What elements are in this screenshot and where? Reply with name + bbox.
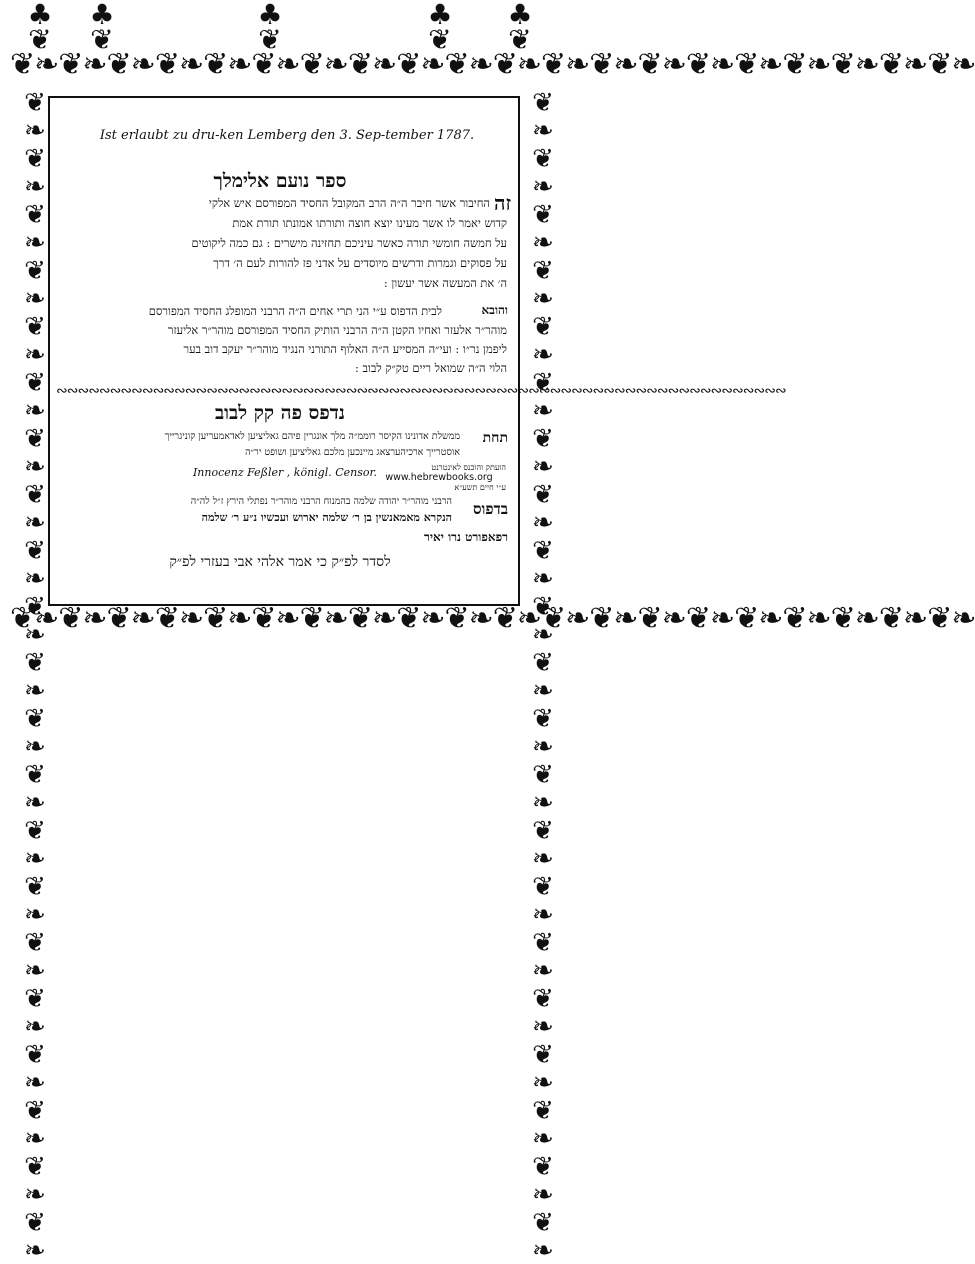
finial-ornament: ♣ ❦ <box>507 0 533 57</box>
top-ornamental-border: ❦❧❦❧❦❧❦❧❦❧❦❧❦❧❦❧❦❧❦❧❦❧❦❧❦❧❦❧❦❧❦❧❦❧❦❧❦❧❦❧ <box>10 47 975 82</box>
finial-ornament: ♣ ❦ <box>89 0 115 57</box>
reign-line: אוסטרייך ארכיהערצאג מיינכען מלכם גאליציען ושופט יר״ה <box>245 447 460 458</box>
right-ornamental-border: ❦❧❦❧❦❧❦❧❦❧❦❧❦❧❦❧❦❧❦❧❦❧❦❧❦❧❦❧❦❧❦❧❦❧❦❧❦❧❦❧❦❧ <box>528 88 558 1264</box>
body-line: החיבור אשר חיבר ה״ה הרב המקובל החסיד המפורסם איש אלקי <box>208 196 490 210</box>
under-word: תחת <box>482 430 508 446</box>
chronogram-line: לסדר לפ״ק כי אמר אלהי אבי בעזרי לפ״ק <box>169 554 391 570</box>
body-line: ה׳ את המעשה אשר יעשון : <box>383 276 507 290</box>
censor-signature: Innocenz Feßler , königl. Censor. <box>192 466 378 479</box>
brought-line: לבית הדפוס ע״י הני תרי אחים ה״ה הרבני המופלג החסיד המפורסם <box>148 304 442 318</box>
finial-ornament: ♣ ❦ <box>27 0 53 57</box>
reign-line: ממשלת אדונינו הקיסר רוממ״ה מלך אונגרין פיהם גאליציען לאדאמעריען קוניגרייך <box>164 431 460 442</box>
stamp-text: ע״י חיים תשע״א <box>454 483 506 492</box>
brought-line: הלוי ה״ה שמואל ריים טק״ק לבוב : <box>355 361 507 375</box>
body-line: על חמשה חומשי תורה כאשר עיניכם תחזינה מישרים : גם כמה ליקוטים <box>191 236 507 250</box>
printer-line: רפאפורט נרו יאיר <box>424 530 508 544</box>
left-ornamental-border: ❦❧❦❧❦❧❦❧❦❧❦❧❦❧❦❧❦❧❦❧❦❧❦❧❦❧❦❧❦❧❦❧❦❧❦❧❦❧❦❧❦❧ <box>20 88 50 1264</box>
top-finials <box>10 0 554 57</box>
stamp-text: הועתק והוכנס לאינטרנט <box>431 463 506 472</box>
printer-line: הנקרא מאמאנשין בן ר׳ שלמה יארוש ועכשיו נ״ע ר׳ שלמה <box>201 511 452 524</box>
brought-line: מוהר״ר אלעזר ואחיו הקטן ה״ה הרבני הותיק החסיד המפורסם מוהר״ר אליעזר <box>167 323 507 337</box>
printer-word: בדפוס <box>473 500 508 518</box>
censorship-permit: Ist erlaubt zu dru-ken Lemberg den 3. Sep-tember 1787. <box>99 128 475 143</box>
printer-line: הרבני מוהר״ר יהודה שלמה בהמנוח הרבני מוהר״ר נפתלי הירץ ז״ל לה״ה <box>190 496 452 507</box>
bottom-ornamental-border: ❦❧❦❧❦❧❦❧❦❧❦❧❦❧❦❧❦❧❦❧❦❧❦❧❦❧❦❧❦❧❦❧❦❧❦❧❦❧❦❧ <box>10 601 975 636</box>
stamp-url: www.hebrewbooks.org <box>385 472 493 483</box>
intro-word: זה <box>494 191 512 215</box>
finial-ornament: ♣ ❦ <box>257 0 283 57</box>
brought-word: והובא <box>481 303 508 317</box>
finial-ornament: ♣ ❦ <box>427 0 453 57</box>
body-line: קדוש יאמר לו אשר מעינו יוצא חוצה ותורתו אמונתו תורת אמת <box>232 216 507 230</box>
ornamental-divider: ∾∾∾∾∾∾∾∾∾∾∾∾∾∾∾∾∾∾∾∾∾∾∾∾∾∾∾∾∾∾∾∾∾∾∾∾∾∾∾∾∾∾∾∾∾∾∾∾∾∾∾∾∾∾∾∾∾∾∾∾∾∾∾∾∾∾∾∾ <box>56 383 786 399</box>
printed-place: נדפס פה קק לבוב <box>215 402 345 424</box>
book-title: ספר נועם אלימלך <box>213 170 347 192</box>
body-line: על פסוקים וגמרות ודרשים מיוסדים על אדני פז להורות לעם ה׳ דרך <box>213 256 507 270</box>
brought-line: ליפמן נר״ו : ועי״ה המסייע ה״ה האלוף התורני הנגיד מוהר״ר יעקב דוב בער <box>183 342 507 356</box>
